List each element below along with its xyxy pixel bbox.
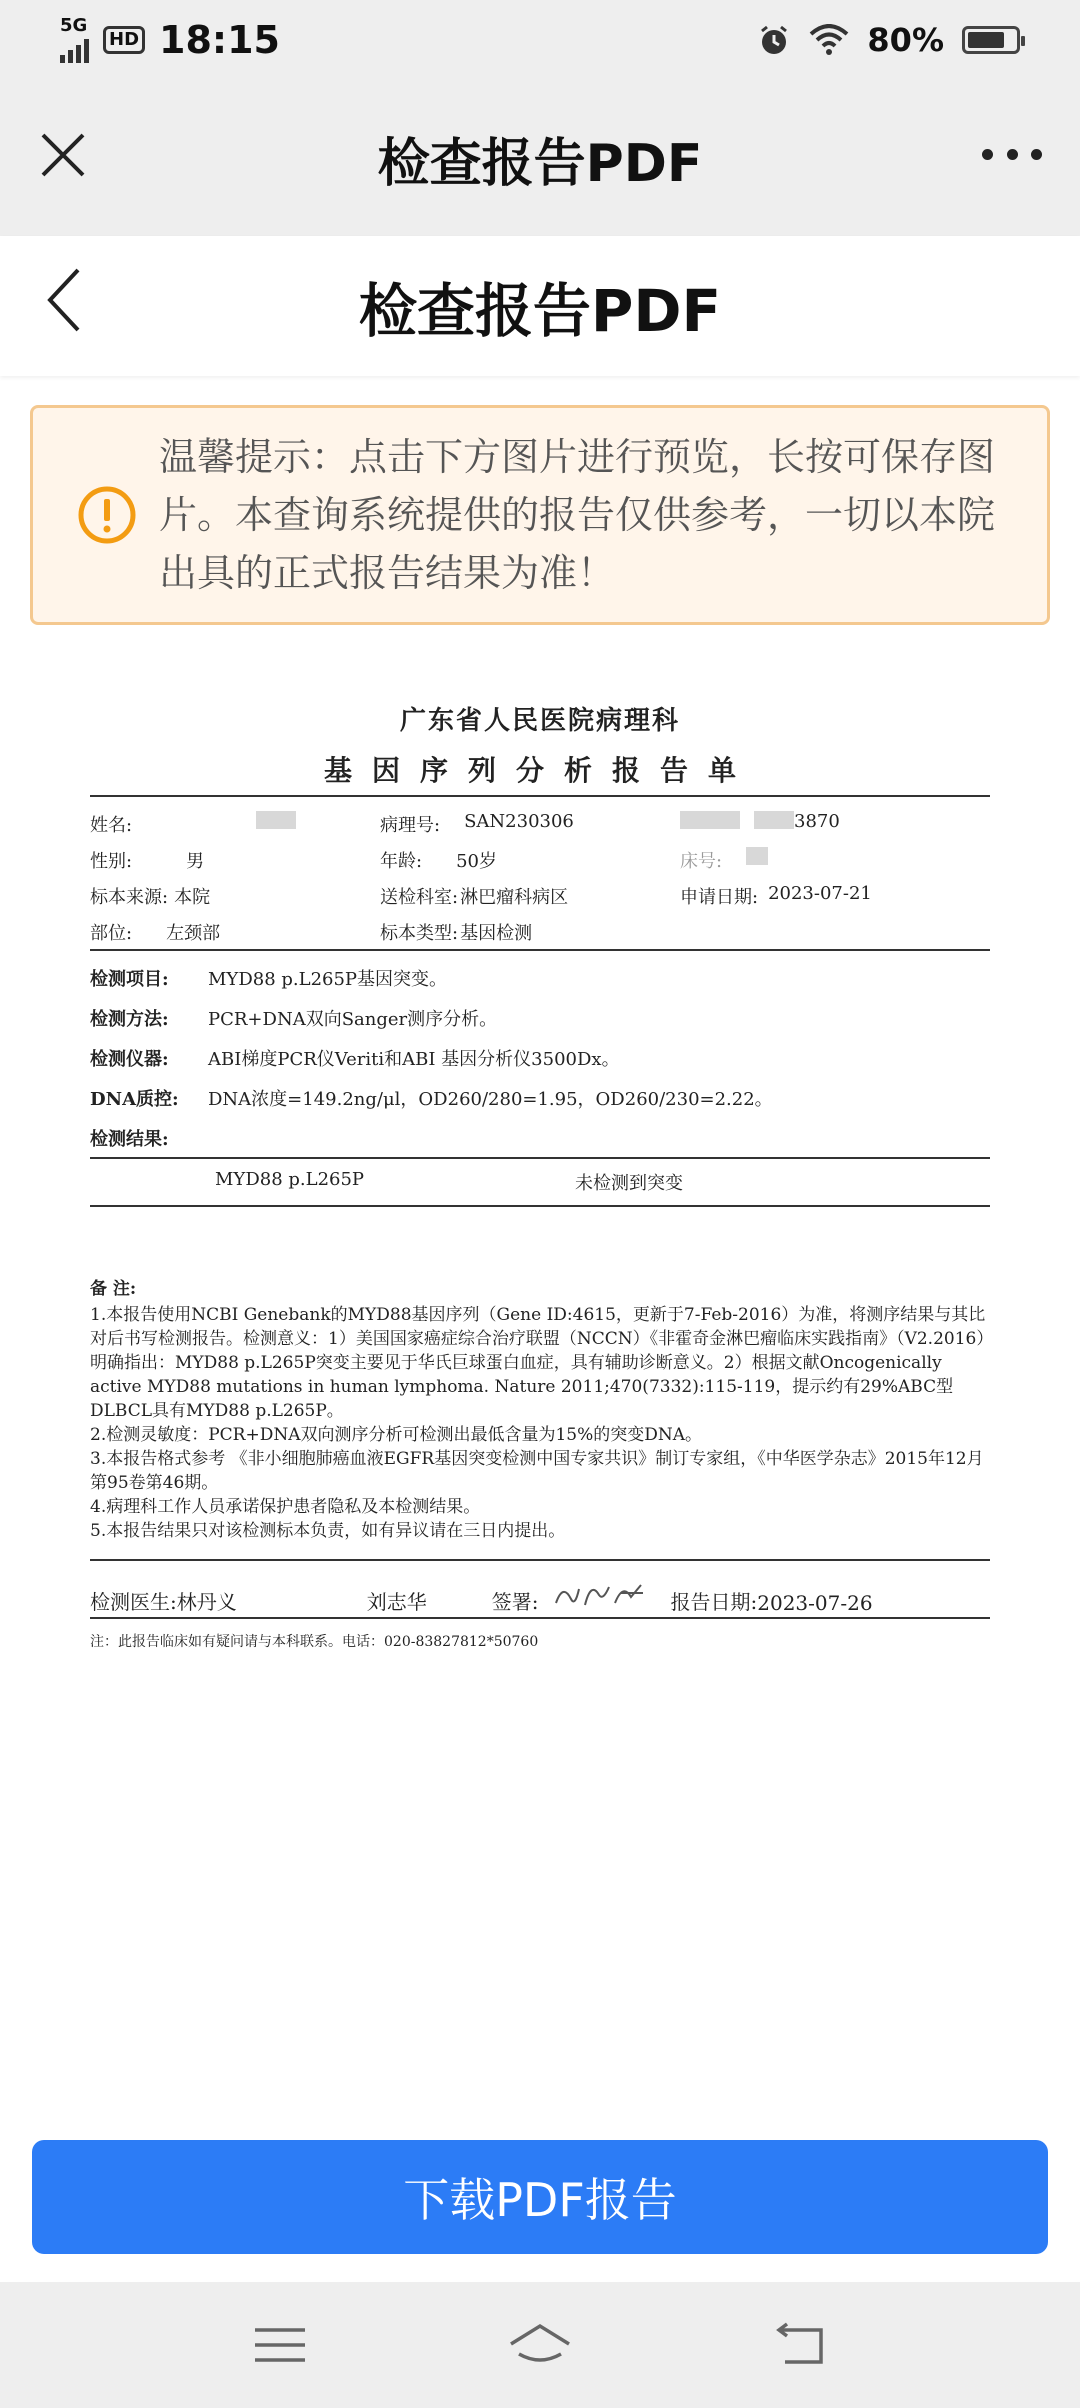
- network-type: 5G: [60, 15, 88, 36]
- status-bar: [0, 0, 1080, 80]
- doctor-2: 刘志华: [366, 1590, 427, 1614]
- signal-indicator: [60, 17, 89, 63]
- signal-bars-icon: [60, 35, 89, 63]
- back-icon[interactable]: [765, 2320, 835, 2370]
- pathology-no: SAN230306: [464, 811, 574, 832]
- report-image[interactable]: [90, 700, 990, 1670]
- name-redacted: [256, 811, 296, 829]
- pathology-no-label: 病理号:: [380, 815, 441, 836]
- home-icon[interactable]: [505, 2320, 575, 2370]
- bed-label: 床号:: [680, 851, 723, 872]
- age-label: 年龄:: [380, 851, 423, 872]
- bed-redacted: [746, 847, 768, 865]
- site-label: 部位:: [90, 923, 133, 944]
- handwritten-signature: [551, 1575, 651, 1615]
- notes: [90, 1277, 990, 1543]
- report-title: 基因序列分析报告单: [323, 754, 756, 787]
- notes-label: 备 注:: [90, 1279, 137, 1299]
- wifi-icon: [809, 24, 849, 56]
- dept: 淋巴瘤科病区: [460, 887, 569, 908]
- footnote: 注：此报告临床如有疑问请与本科联系。电话：020-83827812*50760: [90, 1634, 539, 1650]
- page-title: 检查报告PDF: [358, 277, 722, 345]
- dna-row: DNA质控: DNA浓度=149.2ng/μl，OD260/280=1.95，OD260/230=2.22。: [90, 1089, 773, 1110]
- close-icon[interactable]: [38, 130, 88, 180]
- back-chevron-icon[interactable]: [40, 260, 90, 340]
- sign-label: 签署:: [491, 1590, 539, 1614]
- note-3: 3.本报告格式参考 《非小细胞肺癌血液EGFR基因突变检测中国专家共识》制订专家组，《中华医学杂志》2015年12月第95卷第46期。: [90, 1449, 984, 1493]
- apply-date: 2023-07-21: [768, 883, 872, 904]
- result-label-row: 检测结果:: [90, 1129, 169, 1150]
- id-redacted-2: [754, 811, 794, 829]
- report-date: 2023-07-26: [757, 1591, 873, 1615]
- note-5: 5.本报告结果只对该检测标本负责，如有异议请在三日内提出。: [90, 1521, 566, 1541]
- note-2: 2.检测灵敏度：PCR+DNA双向测序分析可检测出最低含量为15%的突变DNA。: [90, 1425, 703, 1445]
- hd-badge: HD: [103, 26, 145, 54]
- doctor: 林丹义: [176, 1590, 237, 1614]
- menu-icon[interactable]: [245, 2320, 315, 2370]
- system-nav-bar: [0, 2282, 1080, 2408]
- report-date-label: 报告日期:: [670, 1590, 758, 1614]
- battery-percent: 80%: [867, 21, 944, 59]
- apply-date-label: 申请日期:: [680, 887, 759, 908]
- app-bar-title: 检查报告PDF: [377, 133, 703, 194]
- source-label: 标本来源:: [90, 887, 169, 908]
- specimen-type-label: 标本类型:: [380, 923, 459, 944]
- battery-icon: [962, 26, 1020, 54]
- report-hospital: 广东省人民医院病理科: [399, 706, 680, 736]
- specimen-type: 基因检测: [460, 923, 533, 944]
- dept-label: 送检科室:: [380, 887, 459, 908]
- more-options-icon[interactable]: [982, 138, 1042, 170]
- age: 50岁: [456, 851, 497, 872]
- note-1: 1.本报告使用NCBI Genebank的MYD88基因序列（Gene ID:4615，更新于7-Feb-2016）为准，将测序结果与其比对后书写检测报告。检测意义：1）美国国家癌症综合治疗联盟（NCCN）《非霍奇金淋巴瘤临床实践指南》（V2.2016）明确指出：MYD88 p.L265P突变主要见于华氏巨球蛋白血症，具有辅助诊断意义。2）根据文献Oncogenically active MYD88 mutations in human lymphoma. Nature 2011;470(7332):115-119，提示约有29%ABC型DLBCL具有MYD88 p.L265P。: [90, 1305, 986, 1421]
- download-pdf-button[interactable]: 下载PDF报告: [32, 2140, 1048, 2254]
- page-header: [0, 236, 1080, 376]
- result-value: 未检测到突变: [575, 1173, 683, 1194]
- notice-banner: [30, 405, 1050, 625]
- app-bar: [0, 80, 1080, 236]
- id-redacted: [680, 811, 740, 829]
- doctor-label: 检测医生:: [90, 1590, 177, 1614]
- source: 本院: [174, 887, 211, 908]
- id-tail: 3870: [794, 811, 840, 832]
- notice-text: 温馨提示：点击下方图片进行预览，长按可保存图片。本查询系统提供的报告仅供参考，一切以本院出具的正式报告结果为准！: [159, 435, 996, 595]
- item-row: 检测项目: MYD88 p.L265P基因突变。: [90, 969, 448, 990]
- result-row: [90, 1159, 990, 1205]
- instrument-row: 检测仪器: ABI梯度PCR仪Veriti和ABI 基因分析仪3500Dx。: [90, 1049, 620, 1070]
- status-left: [60, 17, 280, 63]
- note-4: 4.病理科工作人员承诺保护患者隐私及本检测结果。: [90, 1497, 481, 1517]
- method-row: 检测方法: PCR+DNA双向Sanger测序分析。: [90, 1009, 498, 1030]
- result-gene: MYD88 p.L265P: [215, 1169, 365, 1190]
- alarm-icon: [757, 23, 791, 57]
- warning-circle-icon: [77, 485, 137, 545]
- sign-row: [90, 1575, 990, 1615]
- status-right: [757, 21, 1020, 59]
- status-time: 18:15: [159, 18, 280, 62]
- site: 左颈部: [166, 923, 221, 944]
- patient-info: [90, 811, 990, 945]
- gender-label: 性别:: [90, 851, 133, 872]
- gender: 男: [186, 851, 205, 872]
- name-label: 姓名:: [90, 815, 133, 836]
